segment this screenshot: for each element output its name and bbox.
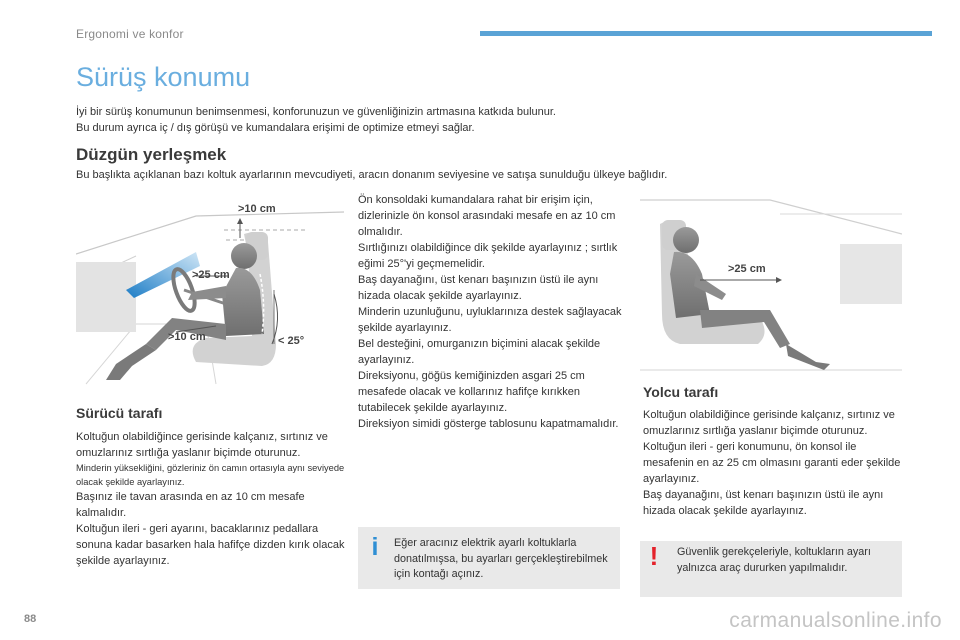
label-knee-distance: >10 cm [168, 331, 206, 343]
driver-heading: Sürücü tarafı [76, 405, 163, 421]
section-label: Ergonomi ve konfor [76, 27, 184, 41]
warning-icon: ! [649, 541, 659, 571]
driver-p1: Koltuğun olabildiğince gerisinde kalçanız, sırtınız ve omuzlarınız sırtlığa yaslanır biçimde oturunuz. [76, 431, 328, 459]
label-head-clearance: >10 cm [238, 203, 276, 215]
driver-instructions [76, 429, 346, 569]
label-console-distance: >25 cm [728, 263, 766, 275]
general-instructions [358, 192, 628, 432]
label-back-angle: < 25° [278, 335, 305, 347]
intro-line-1: İyi bir sürüş konumunun benimsenmesi, konforunuzun ve güvenliğinizin artmasına katkıda bulunur. [76, 106, 556, 118]
driver-seat-illustration [76, 194, 344, 390]
page-title: Sürüş konumu [76, 62, 251, 92]
driver-p3: Başınız ile tavan arasında en az 10 cm mesafe kalmalıdır. [76, 491, 305, 519]
warning-text: Güvenlik gerekçeleriyle, koltukların ayarı yalnızca araç dururken yapılmalıdır. [677, 546, 871, 574]
middle-p2: Sırtlığınızı olabildiğince dik şekilde ayarlayınız ; sırtlık eğimi 25°'yi geçmemelidir. [358, 242, 618, 270]
middle-p5: Bel desteğini, omurganızın biçimini alacak şekilde ayarlayınız. [358, 338, 601, 366]
driver-p2: Minderin yüksekliğini, gözleriniz ön camın ortasıyla aynı seviyede olacak şekilde ayarlayınız. [76, 463, 345, 487]
section-heading: Düzgün yerleşmek [76, 145, 227, 164]
passenger-p2: Koltuğun ileri - geri konumunu, ön konsol ile mesafenin en az 25 cm olmasını garanti eder şekilde ayarlayınız. [643, 441, 901, 485]
middle-p4: Minderin uzunluğunu, uyluklarınıza destek sağlayacak şekilde ayarlayınız. [358, 306, 622, 334]
passenger-seat-drawing [640, 194, 902, 374]
middle-p1: Ön konsoldaki kumandalara rahat bir erişim için, dizlerinizle ön konsol arasındaki mesafe en az 10 cm olmalıdır. [358, 194, 616, 238]
passenger-p1: Koltuğun olabildiğince gerisinde kalçanız, sırtınız ve omuzlarınız sırtlığa yaslanır biçimde oturunuz. [643, 409, 895, 437]
section-subtitle: Bu başlıkta açıklanan bazı koltuk ayarlarının mevcudiyeti, aracın donanım seviyesine ve satışa sunulduğu ülkeye bağlıdır. [76, 169, 668, 181]
middle-p3: Baş dayanağını, üst kenarı başınızın üstü ile aynı hizada olacak şekilde ayarlayınız. [358, 274, 599, 302]
driver-seat-drawing [76, 194, 344, 390]
watermark: carmanualsonline.info [729, 609, 942, 632]
page-number: 88 [24, 613, 37, 625]
passenger-seat-illustration [640, 194, 902, 374]
middle-p7: Direksiyon simidi gösterge tablosunu kapatmamalıdır. [358, 418, 619, 430]
intro-text [76, 105, 876, 136]
middle-p6: Direksiyonu, göğüs kemiğinizden asgari 25 cm mesafede olacak ve kollarınız hafifçe kırıkken tutabilecek şekilde ayarlayınız. [358, 370, 585, 414]
intro-line-2: Bu durum ayrıca iç / dış görüşü ve kumandalara erişimi de optimize etmeyi sağlar. [76, 121, 475, 134]
info-icon: i [371, 533, 379, 561]
label-wheel-distance: >25 cm [192, 269, 230, 281]
passenger-p3: Baş dayanağını, üst kenarı başınızın üstü ile aynı hizada olacak şekilde ayarlayınız. [643, 489, 884, 517]
passenger-heading: Yolcu tarafı [643, 384, 719, 400]
info-text: Eğer aracınız elektrik ayarlı koltuklarla donatılmışsa, bu ayarları gerçekleştirebilmek için kontağı açınız. [394, 537, 608, 580]
driver-p4: Koltuğun ileri - geri ayarını, bacaklarınız pedallara sonuna kadar basarken hala hafifçe dizden kırık olacak şekilde ayarlayınız. [76, 523, 345, 567]
passenger-instructions [643, 407, 908, 519]
header-accent-bar [480, 31, 932, 36]
